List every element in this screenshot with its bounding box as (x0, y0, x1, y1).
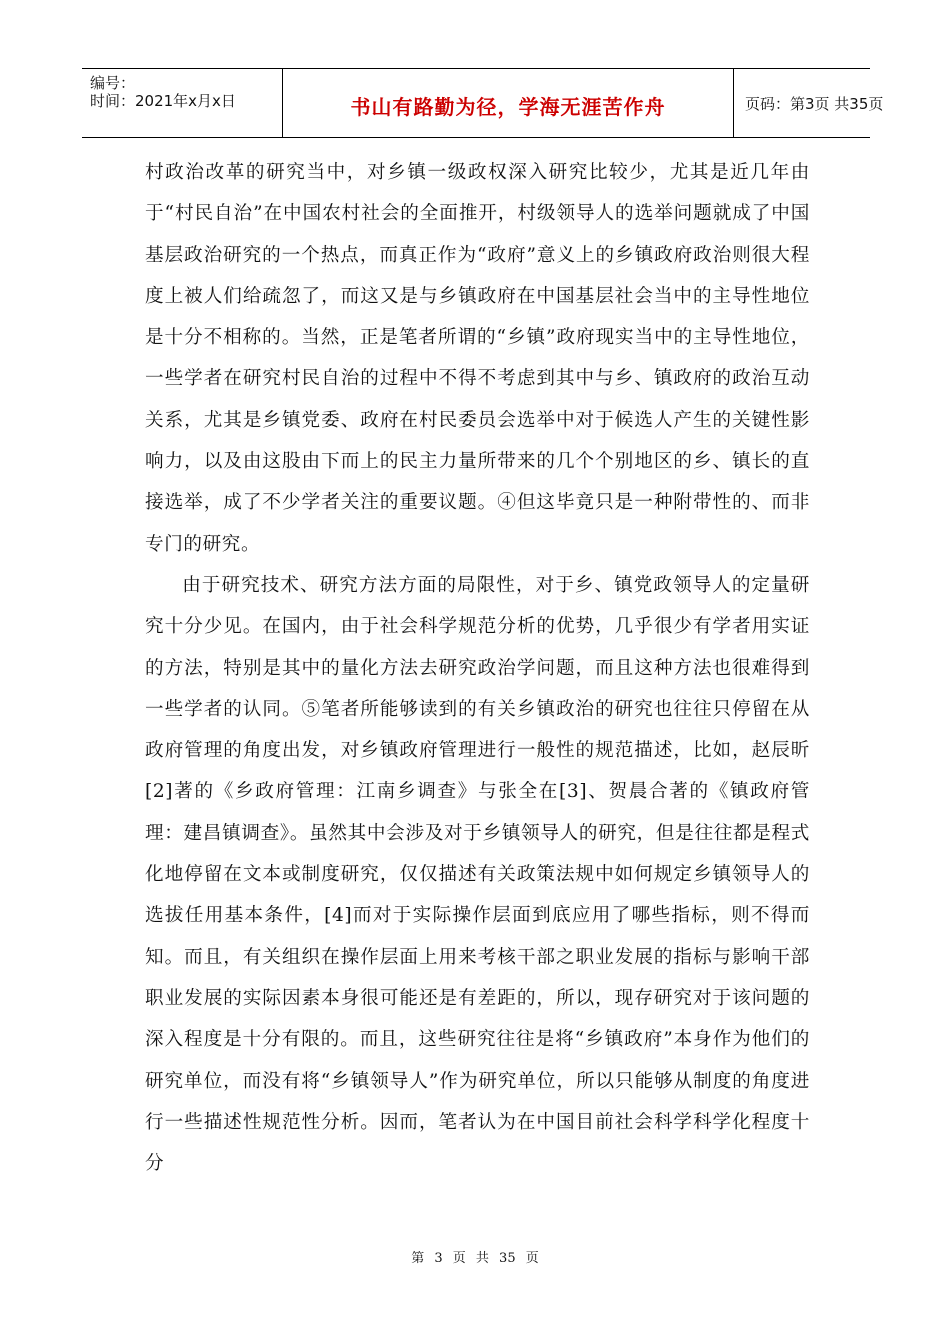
page-header (82, 68, 884, 138)
date-line: 时间：2021年x月x日 (90, 92, 236, 110)
header-motto-cell (282, 69, 734, 137)
serial-label: 编号： (90, 74, 136, 92)
document-body (145, 152, 810, 1184)
paragraph-1: 村政治改革的研究当中，对乡镇一级政权深入研究比较少，尤其是近几年由于“村民自治”在中国农村社会的全面推开，村级领导人的选举问题就成了中国基层政治研究的一个热点，而真正作为“政府”意义上的乡镇政府政治则很大程度上被人们给疏忽了，而这又是与乡镇政府在中国基层社会当中的主导性地位是十分不相称的。当然，正是笔者所谓的“乡镇”政府现实当中的主导性地位，一些学者在研究村民自治的过程中不得不考虑到其中与乡、镇政府的政治互动关系，尤其是乡镇党委、政府在村民委员会选举中对于候选人产生的关键性影响力，以及由这股由下而上的民主力量所带来的几个个别地区的乡、镇长的直接选举，成了不少学者关注的重要议题。④但这毕竟只是一种附带性的、而非专门的研究。 (145, 162, 810, 555)
motto: 书山有路勤为径，学海无涯苦作舟 (350, 94, 666, 119)
header-page-info: 页码：第3页 共35页 (745, 94, 884, 113)
paragraph-2: 由于研究技术、研究方法方面的局限性，对于乡、镇党政领导人的定量研究十分少见。在国内，由于社会科学规范分析的优势，几乎很少有学者用实证的方法，特别是其中的量化方法去研究政治学问题，而且这种方法也很难得到一些学者的认同。⑤笔者所能够读到的有关乡镇政治的研究也往往只停留在从政府管理的角度出发，对乡镇政府管理进行一般性的规范描述，比如，赵辰昕[2]著的《乡政府管理：江南乡调查》与张全在[3]、贺晨合著的《镇政府管理：建昌镇调查》。虽然其中会涉及对于乡镇领导人的研究，但是往往都是程式化地停留在文本或制度研究，仅仅描述有关政策法规中如何规定乡镇领导人的选拔任用基本条件，[4]而对于实际操作层面到底应用了哪些指标，则不得而知。而且，有关组织在操作层面上用来考核干部之职业发展的指标与影响干部职业发展的实际因素本身很可能还是有差距的，所以，现存研究对于该问题的深入程度是十分有限的。而且，这些研究往往是将“乡镇政府”本身作为他们的研究单位，而没有将“乡镇领导人”作为研究单位，所以只能够从制度的角度进行一些描述性规范性分析。因而，笔者认为在中国目前社会科学科学化程度十分 (145, 574, 810, 1175)
page-footer: 第 3 页 共 35 页 (411, 1251, 539, 1266)
header-meta (82, 69, 282, 137)
